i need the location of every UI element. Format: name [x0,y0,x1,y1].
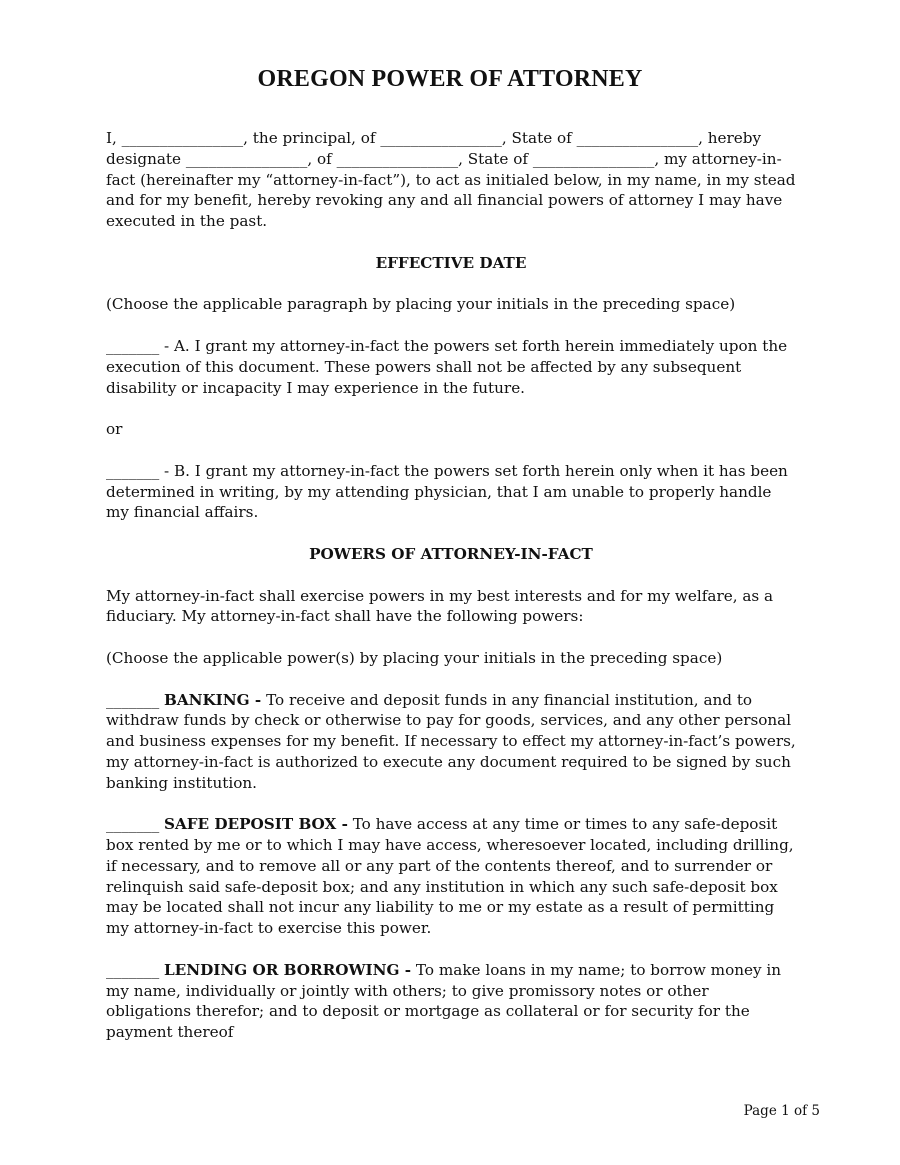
powers-intro: My attorney-in-fact shall exercise powers in my best interests and for my welfare, as a fiduciary. My attorney-in-fact shall have the following powers: [106,586,774,626]
effective-option-a: _______ - A. I grant my attorney-in-fact the powers set forth herein immediately upon the execution of this document. These powers shall not be affected by any subsequent disability or incapacity I may experience in the future. [106,336,788,397]
power-item-lending-borrowing [106,960,796,1043]
power-item-banking [106,690,796,794]
power-title: BANKING - [163,690,262,709]
effective-option-b: _______ - B. I grant my attorney-in-fact the powers set forth herein only when it has been determined in writing, by my attending physician, that I am unable to properly handle my financial affairs. [106,461,788,522]
power-title: SAFE DEPOSIT BOX - [163,815,348,834]
intro-paragraph: I, ________________, the principal, of ________________, State of ________________, hereby designate ________________, of ________________, State of ________________, my attorney-in-fact (hereinafter my “attorney-in-fact”), to act as initialed below, in my name, in my stead and for my benefit, hereby revoking any and all financial powers of attorney I may have executed in the past. [106,129,796,231]
document-body [106,128,796,1064]
effective-date-instruction: (Choose the applicable paragraph by placing your initials in the preceding space) [106,295,736,314]
powers-heading: POWERS OF ATTORNEY-IN-FACT [309,544,593,563]
document-title: OREGON POWER OF ATTORNEY [257,66,643,92]
powers-instruction: (Choose the applicable power(s) by placing your initials in the preceding space) [106,648,723,667]
initials-blank: _______ [106,960,164,979]
initials-blank: _______ [106,690,164,709]
power-text: To have access at any time or times to any safe-deposit box rented by me or to which I may have access, wheresoever located, including drilling, if necessary, and to remove all or any part of the contents thereof, and to surrender or relinquish said safe-deposit box; and any institution in which any such safe-deposit box may be located shall not incur any liability to me or my estate as a result of permitting my attorney-in-fact to exercise this power. [106,815,794,938]
power-item-safe-deposit-box [106,814,796,939]
power-title: LENDING OR BORROWING - [163,960,412,979]
power-text: To receive and deposit funds in any financial institution, and to withdraw funds by check or otherwise to pay for goods, services, and any other personal and business expenses for my benefit. If necessary to effect my attorney-in-fact’s powers, my attorney-in-fact is authorized to execute any document required to be signed by such banking institution. [106,690,796,792]
initials-blank: _______ [106,815,164,834]
power-text: To make loans in my name; to borrow money in my name, individually or jointly with others; to give promissory notes or other obligations therefor; and to deposit or mortgage as collateral or for security for the payment thereof [106,960,782,1042]
effective-or: or [106,420,123,439]
effective-date-heading: EFFECTIVE DATE [375,253,527,272]
page-number: Page 1 of 5 [743,1103,820,1119]
